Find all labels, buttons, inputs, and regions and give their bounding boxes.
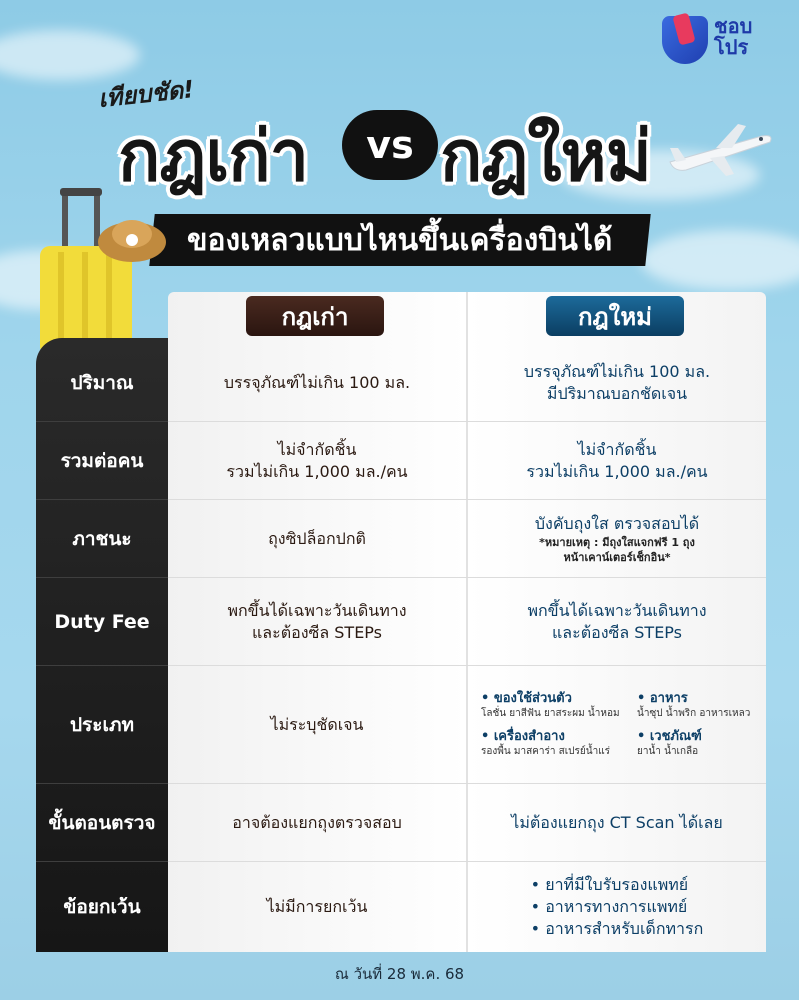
cell-text: มีปริมาณบอกชัดเจน <box>546 384 688 403</box>
row-label: ขั้นตอนตรวจ <box>48 812 156 834</box>
title-new-rules: กฎใหม่ <box>440 115 651 197</box>
type-heading: • อาหาร <box>637 691 688 706</box>
type-examples: รองพื้น มาสคาร่า สเปรย์น้ำแร่ <box>481 746 611 757</box>
cell-text: บรรจุภัณฑ์ไม่เกิน 100 มล. <box>223 373 411 392</box>
table-row <box>36 784 766 862</box>
type-heading: • เวชภัณฑ์ <box>637 729 702 744</box>
subtitle-bar <box>149 214 650 266</box>
airplane-icon <box>666 118 776 178</box>
cell-text: ไม่จำกัดชิ้น <box>577 440 657 459</box>
old-rule-cell <box>168 344 466 422</box>
vs-badge: vs <box>342 110 438 180</box>
cell-text: รวมไม่เกิน 1,000 มล./คน <box>526 462 708 481</box>
cloud <box>0 30 140 80</box>
type-examples: โลชั่น ยาสีฟัน ยาสระผม น้ำหอม <box>481 708 620 719</box>
row-label: รวมต่อคน <box>60 450 144 472</box>
liquid-type-item <box>481 691 631 721</box>
row-label: ภาชนะ <box>72 528 132 550</box>
cell-text: ไม่ต้องแยกถุง CT Scan ได้เลย <box>511 813 723 832</box>
note-text: *หมายเหตุ : มีถุงใสแจกฟรี 1 ถุง <box>539 536 695 549</box>
cell-text: บรรจุภัณฑ์ไม่เกิน 100 มล. <box>523 362 711 381</box>
row-label: ปริมาณ <box>70 372 134 394</box>
liquid-type-item <box>637 729 753 759</box>
old-rule-cell <box>168 862 466 952</box>
new-rule-cell <box>468 862 766 952</box>
exception-list <box>531 874 704 940</box>
subtitle-text: ของเหลวแบบไหนขึ้นเครื่องบินได้ <box>187 222 613 258</box>
old-rule-cell <box>168 422 466 500</box>
old-rule-cell <box>168 666 466 784</box>
cell-text: และต้องซีล STEPs <box>551 623 682 642</box>
cell-text: ไม่ระบุชัดเจน <box>270 715 364 734</box>
cloud <box>640 230 799 290</box>
note-text: หน้าเคาน์เตอร์เช็กอิน* <box>563 551 671 564</box>
old-rule-cell <box>168 784 466 862</box>
row-label: ข้อยกเว้น <box>63 896 141 918</box>
column-header-old: กฎเก่า <box>246 296 384 336</box>
liquid-type-grid <box>481 691 753 759</box>
table-row <box>36 344 766 422</box>
brand-logo <box>662 10 782 70</box>
cell-text: บังคับถุงใส ตรวจสอบได้ <box>534 514 700 533</box>
type-examples: น้ำซุป น้ำพริก อาหารเหลว <box>637 708 751 719</box>
new-rule-cell <box>468 578 766 666</box>
new-rule-cell <box>468 666 766 784</box>
cell-text: และต้องซีล STEPs <box>251 623 382 642</box>
date-footer: ณ วันที่ 28 พ.ค. 68 <box>334 965 465 983</box>
cell-text: พกขึ้นได้เฉพาะวันเดินทาง <box>527 601 707 620</box>
brand-logo-icon <box>662 16 708 64</box>
new-rule-cell <box>468 784 766 862</box>
table-row <box>36 578 766 666</box>
title-old-rules: กฎเก่า <box>118 115 308 197</box>
list-item: • อาหารสำหรับเด็กทารก <box>530 919 704 938</box>
cell-text: พกขึ้นได้เฉพาะวันเดินทาง <box>227 601 407 620</box>
type-heading: • เครื่องสำอาง <box>481 729 565 744</box>
table-row <box>36 862 766 952</box>
table-row <box>36 666 766 784</box>
liquid-type-item <box>637 691 753 721</box>
cell-text: ไม่จำกัดชิ้น <box>277 440 357 459</box>
brand-line-1: ชอบ <box>714 14 753 38</box>
brand-line-2: โปร <box>714 35 749 59</box>
list-item: • อาหารทางการแพทย์ <box>530 897 688 916</box>
row-label: Duty Fee <box>54 611 150 633</box>
table-row <box>36 422 766 500</box>
cell-text: รวมไม่เกิน 1,000 มล./คน <box>226 462 408 481</box>
compare-tag: เทียบชัด! <box>96 75 196 113</box>
table-row <box>36 500 766 578</box>
type-examples: ยาน้ำ น้ำเกลือ <box>637 746 699 757</box>
new-rule-cell <box>468 500 766 578</box>
old-rule-cell <box>168 500 466 578</box>
list-item: • ยาที่มีใบรับรองแพทย์ <box>530 875 689 894</box>
old-rule-cell <box>168 578 466 666</box>
new-rule-cell <box>468 344 766 422</box>
column-header-new: กฎใหม่ <box>546 296 684 336</box>
liquid-type-item <box>481 729 631 759</box>
new-rule-cell <box>468 422 766 500</box>
cell-text: ไม่มีการยกเว้น <box>266 897 368 916</box>
type-heading: • ของใช้ส่วนตัว <box>481 691 572 706</box>
row-label: ประเภท <box>69 714 134 736</box>
suitcase-icon <box>36 186 176 356</box>
cell-text: อาจต้องแยกถุงตรวจสอบ <box>232 813 402 832</box>
cell-text: ถุงซิปล็อกปกติ <box>268 529 366 548</box>
